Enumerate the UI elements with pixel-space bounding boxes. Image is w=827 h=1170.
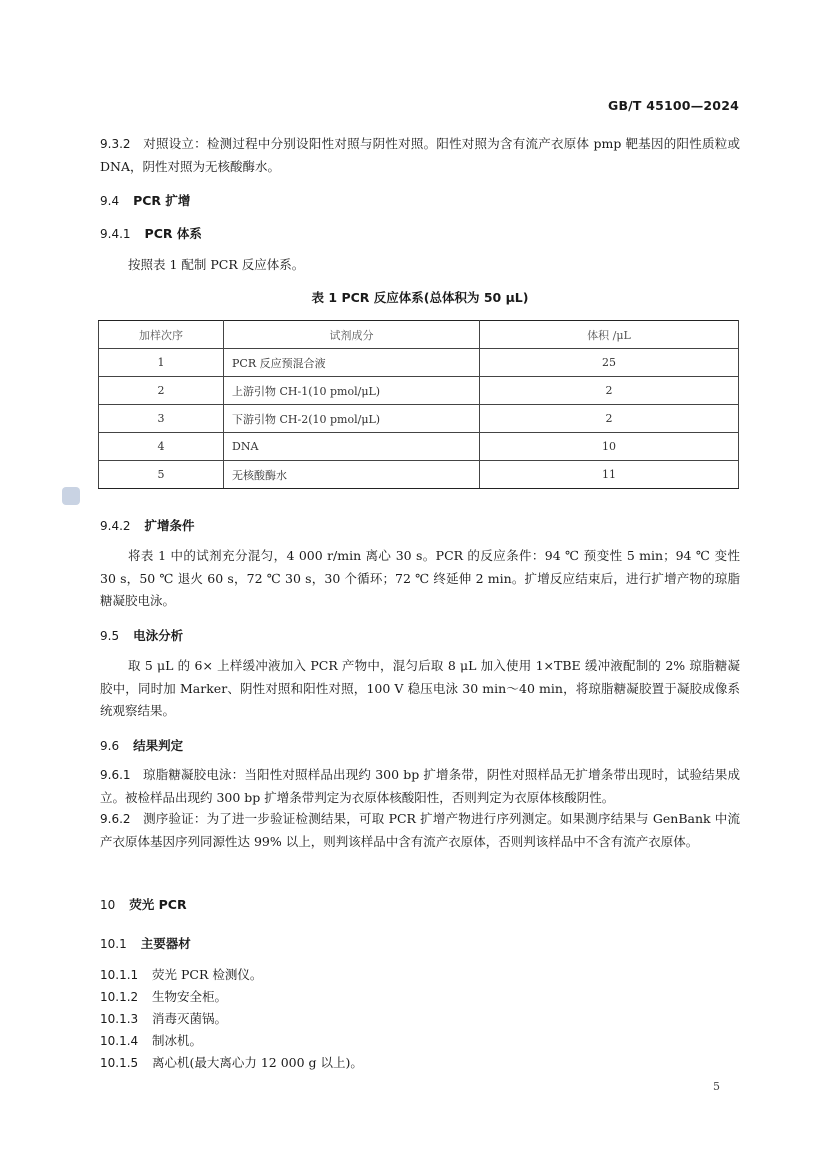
paragraph-table-ref: 按照表 1 配制 PCR 反应体系。 (128, 257, 305, 272)
item-text: 生物安全柜。 (152, 989, 228, 1004)
volume-cell: 11 (480, 461, 739, 489)
list-item (100, 1030, 363, 1052)
volume-cell: 10 (480, 433, 739, 461)
table-row (99, 405, 739, 433)
paragraph-amplification: 将表 1 中的试剂充分混匀，4 000 r/min 离心 30 s。PCR 的反应条件：94 ℃ 预变性 5 min；94 ℃ 变性 30 s，50 ℃ 退火 60 s，72 ℃ 30 s，30 个循环；72 ℃ 终延伸 2 min。扩增反应结束后，进行扩增产物的琼脂糖凝胶电泳。 (100, 548, 740, 608)
heading-number: 9.4.2 (100, 519, 131, 533)
clause-9-6-1 (100, 764, 740, 809)
item-text: 离心机(最大离心力 12 000 g 以上)。 (152, 1055, 363, 1070)
order-cell: 1 (99, 349, 224, 377)
reagent-cell: PCR 反应预混合液 (224, 349, 480, 377)
heading-number: 9.4.1 (100, 227, 131, 241)
reagent-cell: 下游引物 CH-2(10 pmol/μL) (224, 405, 480, 433)
list-item (100, 964, 363, 986)
heading-title: 主要器材 (140, 936, 191, 951)
clause-text: 测序验证：为了进一步验证检测结果，可取 PCR 扩增产物进行序列测定。如果测序结果与 GenBank 中流产衣原体基因序列同源性达 99% 以上，则判该样品中含有流产衣原体，否则判该样品中不含有流产衣原体。 (100, 811, 741, 849)
volume-cell: 2 (480, 405, 739, 433)
column-header: 试剂成分 (224, 321, 480, 349)
clause-9-6-2 (100, 808, 740, 853)
heading-9-4 (100, 191, 190, 209)
standard-code: GB/T 45100—2024 (607, 98, 739, 113)
reagent-cell: 上游引物 CH-1(10 pmol/μL) (224, 377, 480, 405)
list-item (100, 1008, 363, 1030)
clause-number: 9.6.1 (100, 768, 131, 782)
column-header: 体积 /μL (480, 321, 739, 349)
item-number: 10.1.1 (100, 968, 139, 982)
reagent-cell: 无核酸酶水 (224, 461, 480, 489)
paragraph-electrophoresis: 取 5 μL 的 6× 上样缓冲液加入 PCR 产物中，混匀后取 8 μL 加入使用 1×TBE 缓冲液配制的 2% 琼脂糖凝胶中，同时加 Marker、阴性对照和阳性对照，100 V 稳压电泳 30 min～40 min，将琼脂糖凝胶置于凝胶成像系统观察结果。 (100, 658, 740, 718)
heading-title: 扩增条件 (144, 518, 195, 533)
item-number: 10.1.3 (100, 1012, 139, 1026)
table-caption: 表 1 PCR 反应体系(总体积为 50 μL) (311, 290, 529, 305)
item-number: 10.1.4 (100, 1034, 139, 1048)
heading-9-6 (100, 736, 183, 754)
heading-title: PCR 扩增 (133, 193, 191, 208)
pcr-reaction-table (98, 320, 739, 489)
table-row (99, 349, 739, 377)
heading-10-1 (100, 934, 191, 952)
heading-title: 结果判定 (133, 738, 184, 753)
item-text: 消毒灭菌锅。 (152, 1011, 228, 1026)
heading-9-5 (100, 626, 183, 644)
table-row (99, 377, 739, 405)
order-cell: 3 (99, 405, 224, 433)
clause-9-3-2 (100, 133, 740, 178)
column-header: 加样次序 (99, 321, 224, 349)
table-row (99, 461, 739, 489)
heading-title: 荧光 PCR (129, 897, 187, 912)
heading-number: 9.5 (100, 629, 120, 643)
reagent-cell: DNA (224, 433, 480, 461)
order-cell: 5 (99, 461, 224, 489)
volume-cell: 25 (480, 349, 739, 377)
page-number: 5 (713, 1080, 720, 1093)
order-cell: 2 (99, 377, 224, 405)
table-row (99, 433, 739, 461)
equipment-list (100, 964, 363, 1074)
clause-text: 对照设立：检测过程中分别设阳性对照与阴性对照。阳性对照为含有流产衣原体 pmp 靶基因的阳性质粒或 DNA，阴性对照为无核酸酶水。 (100, 136, 740, 174)
heading-9-4-2 (100, 516, 195, 534)
heading-number: 9.6 (100, 739, 120, 753)
heading-9-4-1 (100, 224, 202, 242)
item-text: 制冰机。 (152, 1033, 203, 1048)
clause-text: 琼脂糖凝胶电泳：当阳性对照样品出现约 300 bp 扩增条带，阴性对照样品无扩增条带出现时，试验结果成立。被检样品出现约 300 bp 扩增条带判定为衣原体核酸阳性，否则判定为衣原体核酸阴性。 (100, 767, 740, 805)
clause-number: 9.3.2 (100, 137, 131, 151)
heading-number: 9.4 (100, 194, 120, 208)
heading-title: PCR 体系 (144, 226, 202, 241)
heading-number: 10 (100, 898, 116, 912)
list-item (100, 986, 363, 1008)
item-number: 10.1.2 (100, 990, 139, 1004)
heading-title: 电泳分析 (133, 628, 184, 643)
table-header-row (99, 321, 739, 349)
heading-10 (100, 895, 187, 913)
volume-cell: 2 (480, 377, 739, 405)
list-item (100, 1052, 363, 1074)
sac-watermark-logo (62, 487, 80, 505)
item-text: 荧光 PCR 检测仪。 (152, 967, 263, 982)
item-number: 10.1.5 (100, 1056, 139, 1070)
order-cell: 4 (99, 433, 224, 461)
clause-number: 9.6.2 (100, 812, 131, 826)
heading-number: 10.1 (100, 937, 127, 951)
